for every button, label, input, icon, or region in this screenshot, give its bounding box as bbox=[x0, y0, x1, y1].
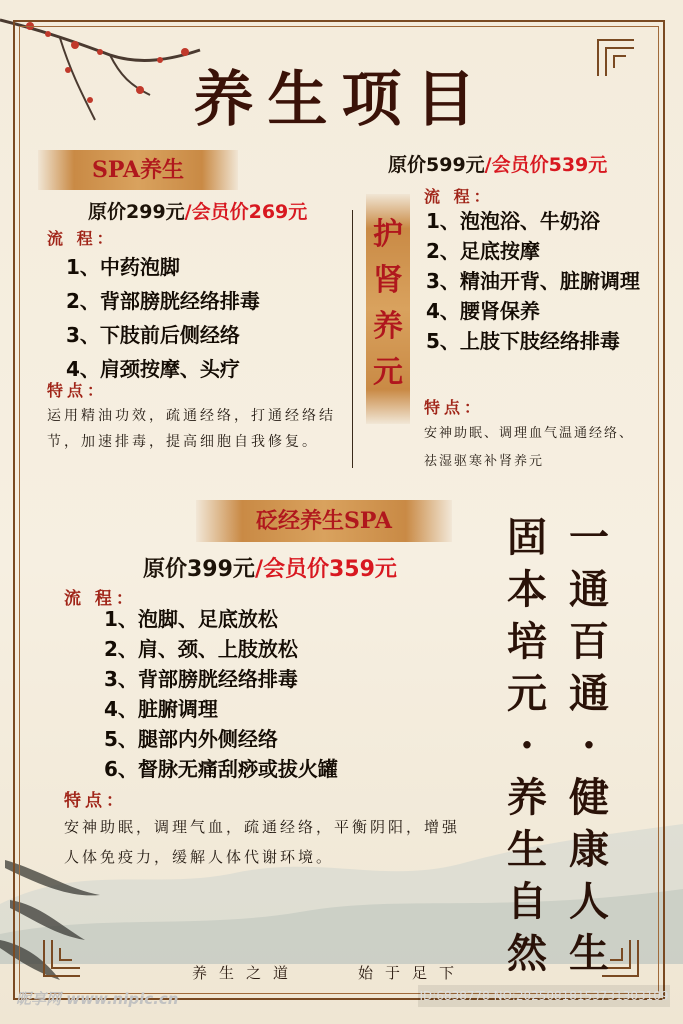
spa-price-member: /会员价269元 bbox=[184, 201, 308, 223]
kidney-banner-char: 养 bbox=[373, 309, 403, 344]
slogan-char: 培 bbox=[507, 618, 547, 665]
slogan-char: 养 bbox=[507, 774, 547, 821]
column-divider bbox=[352, 210, 353, 468]
kidney-vertical-banner bbox=[366, 194, 410, 424]
spa-step: 4、肩颈按摩、头疗 bbox=[66, 357, 240, 381]
corner-ornament-bottom-left bbox=[42, 938, 82, 978]
slogan-char: · bbox=[582, 722, 596, 769]
slogan-char: 一 bbox=[569, 514, 609, 561]
slogan-char: 通 bbox=[569, 566, 609, 613]
slogan-char: 然 bbox=[507, 930, 547, 977]
watermark-id: ID:6838778 NO:20250818153731303109 bbox=[418, 985, 670, 1007]
spa-step: 2、背部膀胱经络排毒 bbox=[66, 289, 260, 313]
kidney-step: 5、上肢下肢经络排毒 bbox=[426, 329, 620, 353]
footer-motto-left: 养生之道 bbox=[192, 964, 301, 982]
kidney-price-original: 原价599元 bbox=[388, 154, 485, 176]
kidney-features-text: 安神助眠、调理血气温通经络、祛湿驱寒补肾养元 bbox=[424, 426, 635, 469]
spa-banner-text: SPA养生 bbox=[92, 157, 184, 183]
slogan-char: 通 bbox=[569, 670, 609, 717]
bianjing-step: 4、脏腑调理 bbox=[104, 697, 218, 721]
bianjing-steps bbox=[104, 604, 338, 784]
slogan-char: 自 bbox=[507, 878, 547, 925]
kidney-banner-char: 护 bbox=[373, 217, 403, 252]
kidney-process-label: 流 程： bbox=[424, 187, 494, 206]
kidney-features-label: 特点： bbox=[424, 398, 485, 417]
slogan-char: 百 bbox=[569, 618, 609, 665]
slogan-char: · bbox=[520, 722, 534, 769]
kidney-price-member: /会员价539元 bbox=[484, 154, 608, 176]
kidney-price bbox=[388, 150, 607, 177]
kidney-steps bbox=[426, 206, 640, 356]
slogan-char: 固 bbox=[507, 514, 547, 561]
bianjing-step: 6、督脉无痛刮痧或拔火罐 bbox=[104, 757, 338, 781]
bianjing-price bbox=[143, 552, 397, 583]
slogan-char: 人 bbox=[569, 878, 609, 925]
slogan-char: 健 bbox=[569, 774, 609, 821]
bianjing-step: 3、背部膀胱经络排毒 bbox=[104, 667, 298, 691]
spa-banner bbox=[38, 150, 238, 190]
spa-price bbox=[88, 197, 307, 224]
slogan-char: 康 bbox=[569, 826, 609, 873]
spa-steps bbox=[66, 250, 260, 386]
kidney-step: 3、精油开背、脏腑调理 bbox=[426, 269, 640, 293]
footer-motto-right: 始于足下 bbox=[358, 964, 467, 982]
bianjing-step: 5、腿部内外侧经络 bbox=[104, 727, 278, 751]
bianjing-price-member: /会员价359元 bbox=[254, 557, 397, 582]
bianjing-features-text: 安神助眠，调理气血，疏通经络，平衡阴阳，增强人体免疫力，缓解人体代谢环境。 bbox=[64, 818, 461, 866]
bianjing-price-original: 原价399元 bbox=[143, 557, 255, 582]
spa-process-label: 流 程： bbox=[47, 229, 117, 248]
spa-step: 3、下肢前后侧经络 bbox=[66, 323, 240, 347]
slogan-char: 生 bbox=[569, 930, 609, 977]
bianjing-step: 2、肩、颈、上肢放松 bbox=[104, 637, 298, 661]
kidney-step: 2、足底按摩 bbox=[426, 239, 540, 263]
watermark-site: 昵享网 www.nipic.cn bbox=[16, 990, 179, 1008]
slogan-column-left bbox=[502, 512, 552, 980]
page-title: 养生项目 bbox=[193, 65, 490, 135]
slogan-char: 元 bbox=[507, 670, 547, 717]
spa-features-text: 运用精油功效，疏通经络，打通经络结节，加速排毒，提高细胞自我修复。 bbox=[47, 408, 336, 450]
slogan-column-right bbox=[564, 512, 614, 980]
bianjing-features-label: 特点： bbox=[64, 791, 127, 811]
bianjing-banner bbox=[196, 500, 452, 542]
kidney-step: 4、腰肾保养 bbox=[426, 299, 540, 323]
spa-price-original: 原价299元 bbox=[88, 201, 185, 223]
bianjing-step: 1、泡脚、足底放松 bbox=[104, 607, 278, 631]
bianjing-banner-text: 砭经养生SPA bbox=[256, 508, 392, 534]
bianjing-process-label: 流 程： bbox=[64, 589, 137, 609]
kidney-banner-char: 元 bbox=[373, 355, 403, 390]
kidney-banner-char: 肾 bbox=[373, 263, 403, 298]
kidney-step: 1、泡泡浴、牛奶浴 bbox=[426, 209, 600, 233]
spa-features-label: 特点： bbox=[47, 381, 108, 400]
spa-step: 1、中药泡脚 bbox=[66, 255, 180, 279]
slogan-char: 本 bbox=[507, 566, 547, 613]
slogan-char: 生 bbox=[507, 826, 547, 873]
